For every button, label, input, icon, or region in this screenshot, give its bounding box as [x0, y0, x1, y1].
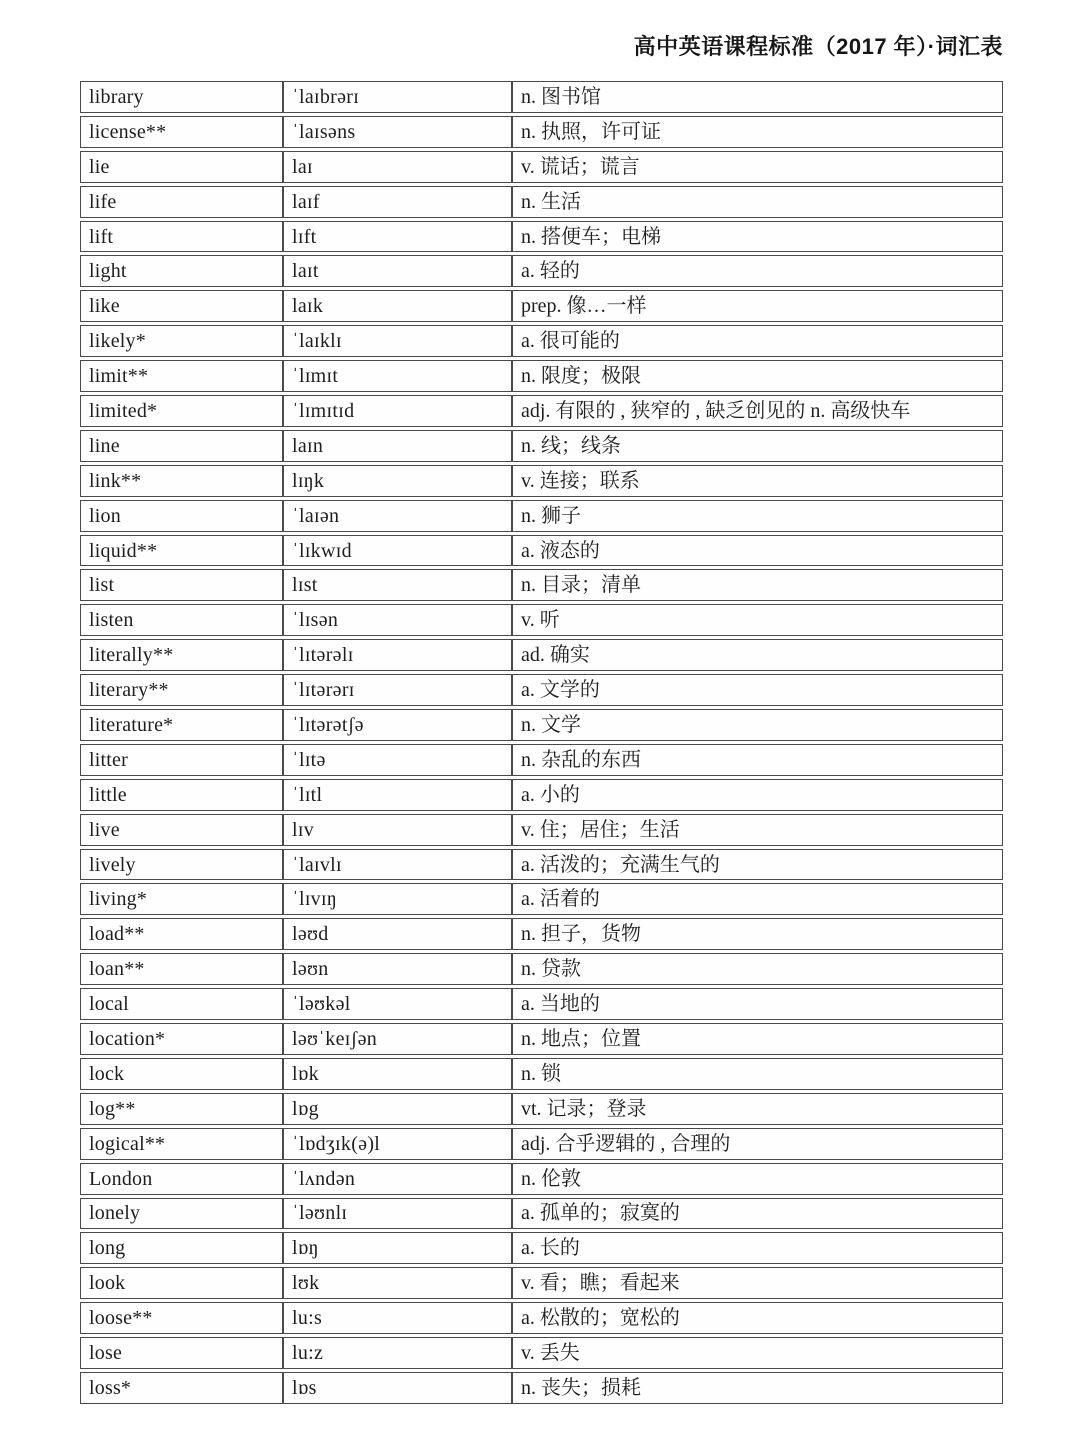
ipa-cell: ˈlaɪsəns — [283, 116, 512, 148]
word-cell: lock — [80, 1058, 283, 1090]
ipa-cell: laɪk — [283, 290, 512, 322]
word-cell: light — [80, 255, 283, 287]
ipa-cell: lʊk — [283, 1267, 512, 1299]
table-row — [80, 116, 1003, 148]
ipa-cell: lɪŋk — [283, 465, 512, 497]
table-row — [80, 779, 1003, 811]
definition-cell: n. 贷款 — [512, 953, 1003, 985]
definition-cell: v. 听 — [512, 604, 1003, 636]
table-row — [80, 814, 1003, 846]
ipa-cell: ˈlɪmɪtɪd — [283, 395, 512, 427]
ipa-cell: ləʊd — [283, 918, 512, 950]
word-cell: logical** — [80, 1128, 283, 1160]
table-row — [80, 849, 1003, 881]
word-cell: line — [80, 430, 283, 462]
definition-cell: n. 丧失；损耗 — [512, 1372, 1003, 1404]
word-cell: look — [80, 1267, 283, 1299]
table-row — [80, 430, 1003, 462]
definition-cell: a. 当地的 — [512, 988, 1003, 1020]
ipa-cell: laɪf — [283, 186, 512, 218]
ipa-cell: ˈlaɪvlɪ — [283, 849, 512, 881]
definition-cell: adj. 合乎逻辑的 , 合理的 — [512, 1128, 1003, 1160]
word-cell: local — [80, 988, 283, 1020]
table-row — [80, 604, 1003, 636]
table-row — [80, 1128, 1003, 1160]
table-row — [80, 1232, 1003, 1264]
word-cell: limit** — [80, 360, 283, 392]
definition-cell: n. 伦敦 — [512, 1163, 1003, 1195]
definition-cell: v. 住；居住；生活 — [512, 814, 1003, 846]
ipa-cell: ˈlɪtl — [283, 779, 512, 811]
page-title: 高中英语课程标准（2017 年）·词汇表 — [633, 34, 1003, 59]
table-row — [80, 639, 1003, 671]
table-row — [80, 1267, 1003, 1299]
definition-cell: n. 搭便车；电梯 — [512, 221, 1003, 253]
word-cell: loss* — [80, 1372, 283, 1404]
definition-cell: adj. 有限的 , 狭窄的 , 缺乏创见的 n. 高级快车 — [512, 395, 1003, 427]
word-cell: list — [80, 569, 283, 601]
ipa-cell: ˈlɪtə — [283, 744, 512, 776]
ipa-cell: ləʊn — [283, 953, 512, 985]
ipa-cell: ˈlaɪən — [283, 500, 512, 532]
definition-cell: a. 活着的 — [512, 883, 1003, 915]
word-cell: little — [80, 779, 283, 811]
table-row — [80, 1337, 1003, 1369]
definition-cell: n. 锁 — [512, 1058, 1003, 1090]
table-row — [80, 500, 1003, 532]
definition-cell: n. 图书馆 — [512, 81, 1003, 113]
ipa-cell: ˈlaɪklɪ — [283, 325, 512, 357]
word-cell: load** — [80, 918, 283, 950]
ipa-cell: ˈlɪtərəlɪ — [283, 639, 512, 671]
word-cell: loan** — [80, 953, 283, 985]
table-row — [80, 709, 1003, 741]
word-cell: like — [80, 290, 283, 322]
ipa-cell: ˈlʌndən — [283, 1163, 512, 1195]
ipa-cell: lɒg — [283, 1093, 512, 1125]
ipa-cell: ˈlɪtərərɪ — [283, 674, 512, 706]
table-row — [80, 569, 1003, 601]
table-row — [80, 325, 1003, 357]
definition-cell: v. 连接；联系 — [512, 465, 1003, 497]
definition-cell: prep. 像…一样 — [512, 290, 1003, 322]
ipa-cell: ˈlɪtərətʃə — [283, 709, 512, 741]
table-row — [80, 151, 1003, 183]
word-cell: lift — [80, 221, 283, 253]
word-cell: litter — [80, 744, 283, 776]
table-row — [80, 255, 1003, 287]
word-cell: literary** — [80, 674, 283, 706]
word-cell: library — [80, 81, 283, 113]
ipa-cell: laɪ — [283, 151, 512, 183]
table-row — [80, 1372, 1003, 1404]
table-row — [80, 953, 1003, 985]
ipa-cell: ˈlɪvɪŋ — [283, 883, 512, 915]
ipa-cell: ˈlaɪbrərɪ — [283, 81, 512, 113]
ipa-cell: ˈlɪkwɪd — [283, 535, 512, 567]
word-cell: limited* — [80, 395, 283, 427]
ipa-cell: ˈləʊkəl — [283, 988, 512, 1020]
word-cell: location* — [80, 1023, 283, 1055]
definition-cell: n. 文学 — [512, 709, 1003, 741]
table-row — [80, 1163, 1003, 1195]
table-row — [80, 918, 1003, 950]
definition-cell: a. 液态的 — [512, 535, 1003, 567]
word-cell: lively — [80, 849, 283, 881]
ipa-cell: laɪt — [283, 255, 512, 287]
definition-cell: a. 活泼的；充满生气的 — [512, 849, 1003, 881]
definition-cell: n. 杂乱的东西 — [512, 744, 1003, 776]
definition-cell: n. 线；线条 — [512, 430, 1003, 462]
ipa-cell: lɪv — [283, 814, 512, 846]
word-cell: lose — [80, 1337, 283, 1369]
word-cell: loose** — [80, 1302, 283, 1334]
ipa-cell: lu:s — [283, 1302, 512, 1334]
definition-cell: v. 谎话；谎言 — [512, 151, 1003, 183]
definition-cell: a. 松散的；宽松的 — [512, 1302, 1003, 1334]
definition-cell: n. 担子，货物 — [512, 918, 1003, 950]
definition-cell: v. 丢失 — [512, 1337, 1003, 1369]
word-cell: long — [80, 1232, 283, 1264]
definition-cell: n. 限度；极限 — [512, 360, 1003, 392]
word-cell: license** — [80, 116, 283, 148]
definition-cell: n. 目录；清单 — [512, 569, 1003, 601]
definition-cell: a. 轻的 — [512, 255, 1003, 287]
ipa-cell: ˈlɪmɪt — [283, 360, 512, 392]
ipa-cell: laɪn — [283, 430, 512, 462]
ipa-cell: ˈlɪsən — [283, 604, 512, 636]
table-row — [80, 1198, 1003, 1230]
table-row — [80, 883, 1003, 915]
ipa-cell: lɒs — [283, 1372, 512, 1404]
table-row — [80, 290, 1003, 322]
word-cell: listen — [80, 604, 283, 636]
definition-cell: n. 狮子 — [512, 500, 1003, 532]
word-cell: living* — [80, 883, 283, 915]
definition-cell: a. 长的 — [512, 1232, 1003, 1264]
definition-cell: n. 执照，许可证 — [512, 116, 1003, 148]
word-cell: London — [80, 1163, 283, 1195]
definition-cell: vt. 记录；登录 — [512, 1093, 1003, 1125]
ipa-cell: lɪft — [283, 221, 512, 253]
word-cell: link** — [80, 465, 283, 497]
ipa-cell: lu:z — [283, 1337, 512, 1369]
table-row — [80, 465, 1003, 497]
table-row — [80, 1093, 1003, 1125]
word-cell: log** — [80, 1093, 283, 1125]
definition-cell: ad. 确实 — [512, 639, 1003, 671]
table-row — [80, 1302, 1003, 1334]
table-row — [80, 186, 1003, 218]
ipa-cell: lɪst — [283, 569, 512, 601]
table-row — [80, 395, 1003, 427]
definition-cell: n. 生活 — [512, 186, 1003, 218]
table-row — [80, 988, 1003, 1020]
table-row — [80, 1058, 1003, 1090]
vocabulary-table — [80, 78, 1003, 1407]
definition-cell: a. 小的 — [512, 779, 1003, 811]
table-row — [80, 360, 1003, 392]
word-cell: life — [80, 186, 283, 218]
definition-cell: a. 文学的 — [512, 674, 1003, 706]
ipa-cell: lɒk — [283, 1058, 512, 1090]
ipa-cell: ˈlɒdʒɪk(ə)l — [283, 1128, 512, 1160]
ipa-cell: ləʊˈkeɪʃən — [283, 1023, 512, 1055]
table-row — [80, 535, 1003, 567]
word-cell: lonely — [80, 1198, 283, 1230]
word-cell: lion — [80, 500, 283, 532]
definition-cell: a. 孤单的；寂寞的 — [512, 1198, 1003, 1230]
word-cell: literally** — [80, 639, 283, 671]
word-cell: lie — [80, 151, 283, 183]
ipa-cell: ˈləʊnlɪ — [283, 1198, 512, 1230]
table-row — [80, 1023, 1003, 1055]
vocabulary-table-body — [80, 81, 1003, 1404]
table-row — [80, 674, 1003, 706]
table-row — [80, 221, 1003, 253]
word-cell: live — [80, 814, 283, 846]
definition-cell: v. 看；瞧；看起来 — [512, 1267, 1003, 1299]
word-cell: literature* — [80, 709, 283, 741]
definition-cell: n. 地点；位置 — [512, 1023, 1003, 1055]
table-row — [80, 744, 1003, 776]
table-row — [80, 81, 1003, 113]
word-cell: liquid** — [80, 535, 283, 567]
ipa-cell: lɒŋ — [283, 1232, 512, 1264]
word-cell: likely* — [80, 325, 283, 357]
definition-cell: a. 很可能的 — [512, 325, 1003, 357]
